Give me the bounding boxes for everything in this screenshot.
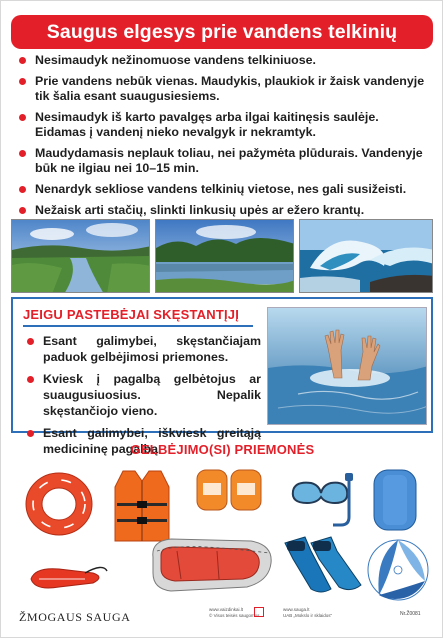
poster-code: Nr.Ž0081	[400, 611, 421, 617]
bullet-icon	[19, 57, 26, 64]
footer-site-left: www.vaizdinkai.lt © Visos teisės saugomos	[209, 607, 260, 618]
bullet-icon	[19, 78, 26, 85]
panel-title-underline	[23, 325, 253, 327]
drowning-hands-photo	[267, 307, 427, 425]
safety-rules-list	[13, 53, 433, 224]
bullet-icon	[19, 150, 26, 157]
lake-photo	[155, 219, 294, 293]
bullet-icon	[19, 207, 26, 214]
rule-item: Prie vandens nebūk vienas. Maudykis, plaukiok ir žaisk vandenyje tik šalia esant suaugusiesiems.	[13, 74, 433, 104]
rule-item: Nesimaudyk iš karto pavalgęs arba ilgai kaitinęsis saulėje. Eidamas į vandenį nieko nevalgyk ir nekramtyk.	[13, 110, 433, 140]
panel-title: JEIGU PASTEBĖJAI SKĘSTANTĮJĮ	[23, 307, 240, 322]
arm-floats-icon	[195, 467, 263, 513]
step-item: Esant galimybei, iškviesk greitąją medicininę pagalbą.	[21, 425, 261, 457]
bullet-icon	[27, 376, 34, 383]
wave-photo	[299, 219, 433, 293]
swim-fins-icon	[281, 533, 365, 597]
river-photo	[11, 219, 150, 293]
footer-site-right: www.sauga.lt UAB „Mokslo ir sklaidos"	[283, 607, 333, 618]
step-item: Esant galimybei, skęstančiajam paduok gelbėjimosi priemones.	[21, 333, 261, 365]
rule-item: Nežaisk arti stačių, slinkti linkusių upės ar ežero krantų.	[13, 203, 433, 218]
equipment-title: GELBĖJIMO(SI) PRIEMONĖS	[130, 442, 315, 457]
mask-snorkel-icon	[287, 471, 357, 531]
life-ring-icon	[21, 469, 97, 539]
bullet-icon	[27, 338, 34, 345]
kickboard-icon	[371, 467, 419, 533]
step-item: Kviesk į pagalbą gelbėtojus ar suaugusiuosius. Nepalik skęstančiojo vieno.	[21, 371, 261, 419]
publisher-logo-icon	[254, 607, 264, 617]
bullet-icon	[27, 430, 34, 437]
inflatable-boat-icon	[147, 531, 277, 597]
bullet-icon	[19, 114, 26, 121]
rule-item: Maudydamasis neplauk toliau, nei pažymėta plūdurais. Vandenyje būk ne ilgiau nei 10–15 min.	[13, 146, 433, 176]
beach-ball-icon	[365, 537, 431, 603]
rule-item: Nenardyk sekliose vandens telkinių vietose, nes gali susižeisti.	[13, 182, 433, 197]
footer-brand: ŽMOGAUS SAUGA	[19, 610, 131, 624]
poster-title: Saugus elgesys prie vandens telkinių	[11, 15, 433, 49]
bullet-icon	[19, 186, 26, 193]
rule-item: Nesimaudyk nežinomuose vandens telkiniuose.	[13, 53, 433, 68]
rescue-tube-icon	[25, 557, 109, 599]
